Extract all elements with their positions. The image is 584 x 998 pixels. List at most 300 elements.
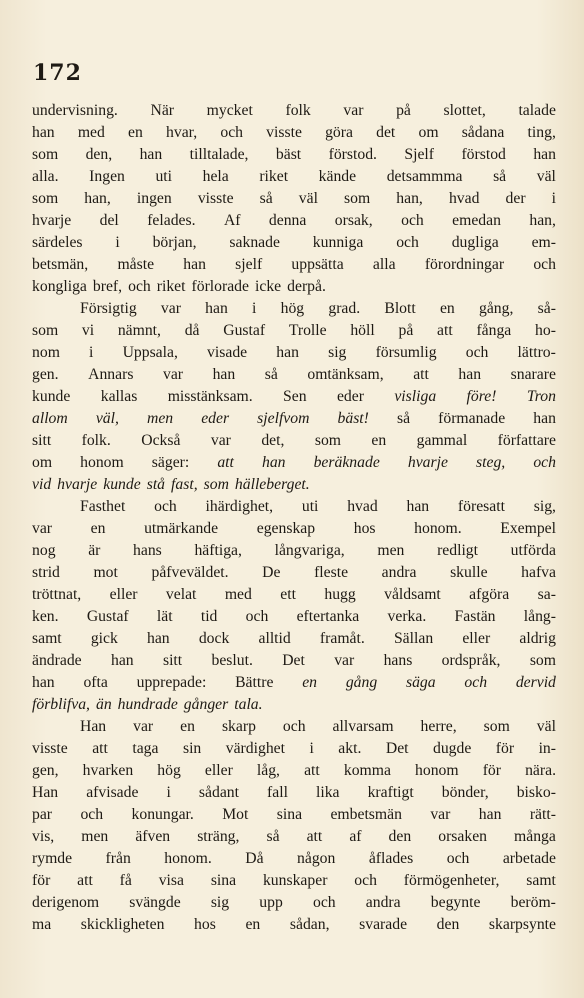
- word: sa-: [537, 586, 556, 603]
- word: att: [92, 740, 108, 757]
- word: som: [203, 476, 229, 493]
- word: in-: [538, 740, 556, 757]
- word: den,: [85, 146, 113, 163]
- word: mycket: [206, 102, 253, 119]
- word: en: [128, 124, 143, 141]
- word: lika: [315, 784, 340, 801]
- text-line: [32, 760, 556, 782]
- word: bönder,: [441, 784, 489, 801]
- word: Trolle: [288, 322, 327, 339]
- word: som: [32, 190, 59, 207]
- word: men: [146, 410, 174, 427]
- word: icke: [255, 278, 282, 295]
- word: eder: [336, 388, 364, 405]
- word: Sjelf: [404, 146, 435, 163]
- word: den: [388, 828, 412, 845]
- word: han: [32, 124, 55, 141]
- word: hos: [194, 916, 216, 933]
- word: detsammma: [386, 168, 463, 185]
- text-line: [32, 562, 556, 584]
- word: Sen: [283, 388, 307, 405]
- word: denna: [268, 212, 307, 229]
- text-line: [32, 298, 556, 320]
- word: Han: [80, 718, 107, 735]
- word: Tron: [526, 388, 556, 405]
- word: alla: [372, 256, 396, 273]
- text-line: [32, 144, 556, 166]
- word: han: [458, 366, 482, 383]
- word: förmanade: [438, 410, 506, 427]
- word: hundrade: [117, 696, 178, 713]
- word: och: [465, 344, 489, 361]
- word: och: [533, 454, 556, 471]
- word: låg,: [256, 762, 280, 779]
- word: på: [398, 322, 414, 339]
- word: nämnt,: [117, 322, 161, 339]
- text-line: [32, 386, 556, 408]
- word: det: [376, 124, 396, 141]
- text-line: [32, 100, 556, 122]
- word: De: [262, 564, 281, 581]
- word: förblifva,: [32, 696, 90, 713]
- word: Fasthet: [80, 498, 126, 515]
- text-line: [32, 364, 556, 386]
- word: sitt: [162, 652, 183, 669]
- word: Exempel: [500, 520, 556, 537]
- word: vid: [32, 476, 52, 493]
- word: tala.: [234, 696, 263, 713]
- word: som: [314, 432, 341, 449]
- word: gick: [90, 630, 118, 647]
- word: att: [437, 322, 453, 339]
- text-line: [32, 408, 556, 430]
- word: i: [89, 344, 94, 361]
- word: honom.: [414, 520, 462, 537]
- word: sträng,: [197, 828, 240, 845]
- word: fleste: [314, 564, 349, 581]
- word: författare: [497, 432, 556, 449]
- word: hos: [353, 520, 376, 537]
- word: hela: [202, 168, 229, 185]
- word: var: [160, 300, 181, 317]
- word: strid: [32, 564, 60, 581]
- word: begynte: [430, 894, 481, 911]
- word: hvarje: [407, 454, 448, 471]
- word: om: [418, 124, 439, 141]
- word: föresatt: [457, 498, 505, 515]
- text-line: [32, 540, 556, 562]
- word: bisko-: [516, 784, 556, 801]
- word: som: [344, 190, 371, 207]
- word: honom.: [164, 850, 212, 867]
- word: väl: [298, 190, 318, 207]
- word: men: [81, 828, 109, 845]
- word: försumlig: [375, 344, 437, 361]
- page-number: 172: [33, 60, 82, 86]
- word: han,: [529, 212, 556, 229]
- word: framåt.: [319, 630, 365, 647]
- text-line: [32, 166, 556, 188]
- text-line: [32, 188, 556, 210]
- word: sjelf: [235, 256, 263, 273]
- word: han: [478, 806, 502, 823]
- word: derigenom: [32, 894, 100, 911]
- word: fånga: [476, 322, 512, 339]
- word: lättro-: [517, 344, 556, 361]
- text-line: [32, 694, 556, 716]
- word: och: [312, 894, 336, 911]
- word: var: [162, 366, 184, 383]
- word: säger:: [151, 454, 190, 471]
- word: den: [436, 916, 460, 933]
- word: han: [533, 410, 556, 427]
- word: orsaken: [438, 828, 488, 845]
- word: sjelfvom: [257, 410, 310, 427]
- word: var: [133, 718, 154, 735]
- word: Försigtig: [80, 300, 137, 317]
- body-text: [32, 100, 556, 936]
- word: af: [349, 828, 362, 845]
- word: uti: [301, 498, 319, 515]
- word: honom: [415, 762, 459, 779]
- word: saknade: [229, 234, 280, 251]
- word: våldsamt: [384, 586, 441, 603]
- word: visliga: [394, 388, 437, 405]
- word: em-: [531, 234, 556, 251]
- word: få: [119, 872, 132, 889]
- word: kunniga: [312, 234, 364, 251]
- word: vi: [81, 322, 95, 339]
- word: sin: [182, 740, 202, 757]
- word: hvar,: [166, 124, 198, 141]
- word: undervisning.: [32, 102, 118, 119]
- word: bäst: [275, 146, 302, 163]
- word: åflades: [368, 850, 414, 867]
- word: skickligheten: [80, 916, 165, 933]
- word: herre,: [420, 718, 457, 735]
- word: så: [493, 168, 507, 185]
- word: han: [139, 146, 163, 163]
- word: beröm-: [510, 894, 556, 911]
- word: i: [551, 190, 556, 207]
- word: är: [88, 542, 101, 559]
- word: upp: [259, 894, 283, 911]
- word: och: [282, 718, 306, 735]
- word: visste: [32, 740, 68, 757]
- word: och: [154, 498, 177, 515]
- word: långvariga,: [274, 542, 345, 559]
- word: var: [430, 806, 451, 823]
- word: uppsätta: [291, 256, 344, 273]
- word: han: [110, 652, 134, 669]
- word: Af: [223, 212, 241, 229]
- word: hälleberget.: [234, 476, 310, 493]
- text-line: [32, 716, 556, 738]
- word: för: [32, 872, 51, 889]
- text-line: [32, 848, 556, 870]
- word: värdighet: [225, 740, 285, 757]
- word: verka.: [387, 608, 427, 625]
- word: kraftigt: [367, 784, 414, 801]
- word: han: [32, 674, 55, 691]
- word: afgöra: [469, 586, 510, 603]
- word: alla.: [32, 168, 59, 185]
- word: var: [334, 652, 355, 669]
- word: Han: [32, 784, 59, 801]
- word: som: [483, 718, 510, 735]
- word: i: [252, 300, 257, 317]
- word: särdeles: [32, 234, 83, 251]
- word: visa: [158, 872, 184, 889]
- word: Mot: [222, 806, 249, 823]
- word: Sällan: [393, 630, 434, 647]
- text-line: [32, 870, 556, 892]
- word: rätt-: [529, 806, 556, 823]
- word: ken.: [32, 608, 59, 625]
- word: nära.: [525, 762, 556, 779]
- word: att: [306, 828, 323, 845]
- word: dervid: [515, 674, 556, 691]
- word: dugliga: [451, 234, 499, 251]
- word: äfven: [135, 828, 171, 845]
- word: tilltalade,: [189, 146, 249, 163]
- word: att: [77, 872, 93, 889]
- word: en: [302, 674, 318, 691]
- word: eder: [201, 410, 230, 427]
- word: hugg: [324, 586, 356, 603]
- word: Fastän: [454, 608, 496, 625]
- word: förlorade: [191, 278, 249, 295]
- word: Då: [245, 850, 264, 867]
- word: eller: [204, 762, 233, 779]
- text-line: [32, 232, 556, 254]
- word: der: [505, 190, 526, 207]
- text-line: [32, 518, 556, 540]
- word: redligt: [437, 542, 479, 559]
- word: gånger: [183, 696, 229, 713]
- word: aldrig: [519, 630, 556, 647]
- word: Blott: [384, 300, 416, 317]
- word: visste: [197, 190, 234, 207]
- word: Det: [385, 740, 409, 757]
- word: sig,: [533, 498, 556, 515]
- text-line: [32, 474, 556, 496]
- word: så: [264, 366, 278, 383]
- word: häftiga,: [194, 542, 242, 559]
- word: än: [95, 696, 112, 713]
- word: med: [77, 124, 105, 141]
- word: göra: [325, 124, 353, 141]
- word: hans: [383, 652, 413, 669]
- word: andra: [365, 894, 401, 911]
- text-line: [32, 804, 556, 826]
- word: allom: [32, 410, 68, 427]
- word: svängde: [129, 894, 181, 911]
- word: så: [266, 828, 280, 845]
- word: sina: [276, 806, 303, 823]
- word: lång-: [523, 608, 556, 625]
- word: att: [413, 366, 429, 383]
- word: men: [377, 542, 405, 559]
- word: väl,: [95, 410, 119, 427]
- word: ingen: [136, 190, 172, 207]
- word: kallas: [100, 388, 138, 405]
- text-line: [32, 782, 556, 804]
- word: eftertanka: [296, 608, 360, 625]
- word: visade: [207, 344, 248, 361]
- word: utförda: [510, 542, 556, 559]
- word: då: [184, 322, 200, 339]
- word: rymde: [32, 850, 73, 867]
- word: sådana: [461, 124, 505, 141]
- word: hafva: [521, 564, 556, 581]
- word: Uppsala,: [122, 344, 178, 361]
- word: folk: [285, 102, 311, 119]
- text-line: [32, 672, 556, 694]
- word: lät: [156, 608, 173, 625]
- word: påfveväldet.: [151, 564, 229, 581]
- word: uti: [155, 168, 173, 185]
- word: ändrade: [32, 652, 82, 669]
- word: hvad: [448, 190, 480, 207]
- word: eller: [109, 586, 138, 603]
- word: grad.: [328, 300, 361, 317]
- word: han: [261, 454, 286, 471]
- word: på: [396, 102, 411, 119]
- word: i: [309, 740, 314, 757]
- word: skulle: [450, 564, 488, 581]
- word: var: [32, 520, 53, 537]
- word: afvisade: [86, 784, 139, 801]
- word: nom: [32, 344, 60, 361]
- word: riket: [259, 168, 289, 185]
- word: ma: [32, 916, 52, 933]
- word: honom: [80, 454, 124, 471]
- word: och: [446, 850, 470, 867]
- word: ett: [280, 586, 296, 603]
- word: måste: [117, 256, 155, 273]
- word: andra: [381, 564, 417, 581]
- word: ofta: [83, 674, 108, 691]
- word: han: [147, 630, 170, 647]
- word: och: [401, 212, 424, 229]
- text-line: [32, 606, 556, 628]
- word: svarade: [359, 916, 408, 933]
- word: som: [32, 146, 59, 163]
- word: och: [245, 608, 269, 625]
- word: omtänksam,: [307, 366, 384, 383]
- word: som: [529, 652, 556, 669]
- word: gen.: [32, 366, 59, 383]
- word: för: [495, 740, 515, 757]
- word: hög: [280, 300, 305, 317]
- word: bäst!: [337, 410, 369, 427]
- word: att: [217, 454, 234, 471]
- word: Det: [282, 652, 305, 669]
- word: arbetade: [502, 850, 556, 867]
- word: någon: [297, 850, 336, 867]
- word: hvad: [347, 498, 378, 515]
- word: han: [406, 498, 430, 515]
- word: komma: [343, 762, 391, 779]
- word: skarp: [221, 718, 256, 735]
- word: embetsmän: [330, 806, 402, 823]
- word: förstod.: [328, 146, 377, 163]
- text-line: [32, 496, 556, 518]
- word: snarare: [510, 366, 556, 383]
- word: var: [343, 102, 364, 119]
- word: många: [514, 828, 556, 845]
- word: eller: [462, 630, 491, 647]
- word: en: [371, 432, 387, 449]
- word: var: [210, 432, 231, 449]
- word: början,: [152, 234, 197, 251]
- word: i: [115, 234, 120, 251]
- word: del: [99, 212, 119, 229]
- word: förstod: [461, 146, 506, 163]
- word: en: [439, 300, 455, 317]
- word: orsak,: [334, 212, 373, 229]
- word: dock: [198, 630, 230, 647]
- word: felades.: [147, 212, 196, 229]
- word: velat: [165, 586, 197, 603]
- word: egenskap: [256, 520, 316, 537]
- word: han,: [396, 190, 423, 207]
- word: tröttnat,: [32, 586, 82, 603]
- word: Bättre: [235, 674, 274, 691]
- word: dugde: [432, 740, 472, 757]
- text-line: [32, 210, 556, 232]
- word: skarpsynte: [488, 916, 556, 933]
- word: fall: [267, 784, 288, 801]
- text-line: [32, 430, 556, 452]
- word: konungar.: [131, 806, 194, 823]
- word: han: [183, 256, 206, 273]
- word: samt: [32, 630, 62, 647]
- word: steg,: [476, 454, 506, 471]
- word: emedan: [452, 212, 501, 229]
- word: nog: [32, 542, 56, 559]
- word: sig: [210, 894, 230, 911]
- word: taga: [132, 740, 159, 757]
- word: för: [482, 762, 501, 779]
- word: sig: [328, 344, 347, 361]
- word: sådan,: [289, 916, 330, 933]
- word: sitt: [32, 432, 52, 449]
- word: gång: [345, 674, 378, 691]
- word: ho-: [535, 322, 556, 339]
- word: sådant: [198, 784, 239, 801]
- word: med: [224, 586, 252, 603]
- word: kunskaper: [262, 872, 328, 889]
- word: betsmän,: [32, 256, 89, 273]
- word: kongliga: [32, 278, 87, 295]
- word: väl: [536, 168, 556, 185]
- word: hvarje: [57, 476, 98, 493]
- text-line: [32, 628, 556, 650]
- word: sina: [210, 872, 237, 889]
- word: han,: [84, 190, 111, 207]
- word: förmögenheter,: [403, 872, 500, 889]
- word: så-: [537, 300, 556, 317]
- word: väl: [536, 718, 556, 735]
- word: stå: [146, 476, 166, 493]
- word: han: [205, 300, 228, 317]
- text-line: [32, 738, 556, 760]
- word: så: [396, 410, 411, 427]
- word: ihärdighet,: [205, 498, 274, 515]
- word: talade: [518, 102, 556, 119]
